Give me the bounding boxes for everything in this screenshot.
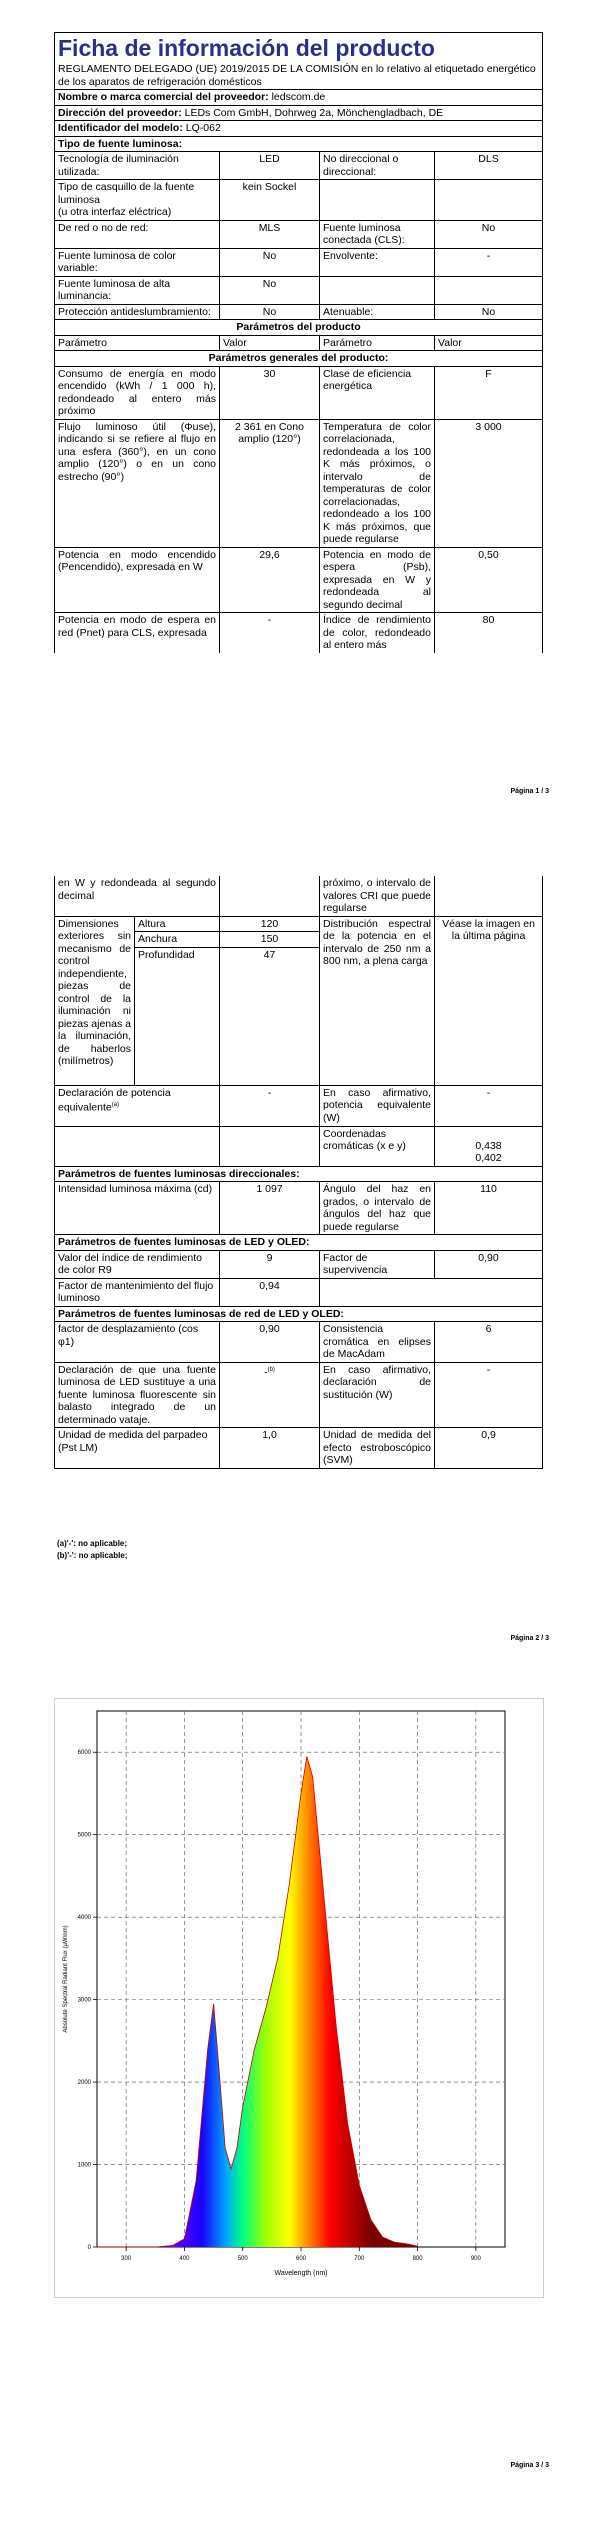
r9-value: 9: [220, 1250, 320, 1278]
empty-cell: [435, 876, 543, 916]
envelope-label: Envolvente:: [320, 248, 435, 276]
height-value: 120: [220, 916, 320, 932]
footnote-b: (b)'-': no aplicable;: [57, 1551, 128, 1560]
depth-label: Profundidad: [135, 947, 220, 1085]
survival-value: 0,90: [435, 1250, 543, 1278]
peak-intensity-value: 1 097: [220, 1182, 320, 1235]
energy-consumption-value: 30: [220, 366, 320, 419]
efficiency-class-value: F: [435, 366, 543, 419]
cri-value: 80: [435, 613, 543, 653]
depth-value: 47: [220, 947, 320, 1085]
x-tick-label: 500: [237, 2256, 248, 2262]
source-type-heading: Tipo de fuente luminosa:: [55, 136, 543, 152]
empty-cell: [220, 876, 320, 916]
model-row: [55, 121, 543, 137]
width-value: 150: [220, 932, 320, 948]
y-tick-label: 3000: [77, 1997, 91, 2004]
survival-label: Factor de supervivencia: [320, 1250, 435, 1278]
directional-heading: Parámetros de fuentes luminosas direccionales:: [55, 1166, 543, 1182]
height-label: Altura: [135, 916, 220, 932]
standby-power-value: 0,50: [435, 547, 543, 613]
spectrum-chart-frame: [54, 1698, 544, 2298]
directional-label: No direccional o direccional:: [320, 152, 435, 180]
equiv-power-w-label: En caso afirmativo, potencia equivalente (W): [320, 1085, 435, 1126]
cap-type-value: kein Sockel: [220, 180, 320, 221]
empty-cell: [55, 1126, 220, 1166]
model-label: Identificador del modelo:: [58, 122, 183, 134]
net-standby-label: Potencia en modo de espera en red (Pnet) para CLS, expresada: [55, 613, 220, 653]
stroboscopic-value: 0,9: [435, 1428, 543, 1469]
page-1: [0, 0, 595, 840]
cap-type-label: Tipo de casquillo de la fuente luminosa (u otra interfaz eléctrica): [55, 180, 220, 221]
model-value: LQ-062: [185, 122, 221, 134]
x-tick-label: 700: [354, 2256, 365, 2262]
empty-cell: [320, 1278, 435, 1306]
cct-label: Temperatura de color correlacionada, redondeada a los 100 K más próximos, o intervalo de temperaturas de color correlacionadas, redondeado a los 100 K más próximos, que puede regularse: [320, 419, 435, 547]
cri-label-cont: próximo, o intervalo de valores CRI que puede regularse: [320, 876, 435, 916]
on-mode-power-label: Potencia en modo encendido (Pencendido), expresada en W: [55, 547, 220, 613]
equiv-power-label: Declaración de potencia equivalente: [58, 1086, 171, 1114]
x-tick-label: 900: [470, 2256, 481, 2262]
supplier-name-label: Nombre o marca comercial del proveedor:: [58, 91, 269, 103]
width-label: Anchura: [135, 932, 220, 948]
anti-glare-label: Protección antideslumbramiento:: [55, 304, 220, 320]
envelope-value: -: [435, 248, 543, 276]
energy-consumption-label: Consumo de energía en modo encendido (kWh / 1 000 h), redondeado al entero más próximo: [55, 366, 220, 419]
empty-cell: [435, 276, 543, 304]
fluorescent-label: Declaración de que una fuente luminosa de LED sustituye a una fuente luminosa fluorescente sin balasto integrado de un determinado vataje.: [55, 1362, 220, 1428]
chromaticity-label: Coordenadas cromáticas (x e y): [320, 1126, 435, 1166]
footnotes: [57, 1538, 127, 1562]
page-2: [0, 870, 595, 1690]
dimensions-label: Dimensiones exteriores sin mecanismo de control independiente, piezas de control de la iluminación ni piezas ajenas a la iluminación, de haberlos (milímetros): [55, 916, 135, 1085]
mains-value: MLS: [220, 220, 320, 248]
luminous-flux-value: 2 361 en Cono amplio (120°): [220, 419, 320, 547]
mains-label: De red o no de red:: [55, 220, 220, 248]
fiche-table-page2: [54, 876, 543, 1469]
led-heading: Parámetros de fuentes luminosas de LED y OLED:: [55, 1235, 543, 1251]
y-axis-label: Absolute Spectral Radiant Flux (µW/nm): [63, 1925, 69, 2033]
fluorescent-value-cell: [220, 1362, 320, 1428]
anti-glare-value: No: [220, 304, 320, 320]
cls-label: Fuente luminosa conectada (CLS):: [320, 220, 435, 248]
page-number: Página 3 / 3: [510, 2462, 549, 2469]
general-params-heading: Parámetros generales del producto:: [55, 351, 543, 367]
cct-value: 3 000: [435, 419, 543, 547]
empty-cell: [320, 180, 435, 221]
y-tick-label: 5000: [77, 1832, 91, 1839]
col-header-param: Parámetro: [320, 335, 435, 351]
chromaticity-x: 0,438: [475, 1139, 502, 1152]
stroboscopic-label: Unidad de medida del efecto estroboscópico (SVM): [320, 1428, 435, 1469]
fiche-table-page1: [54, 32, 543, 653]
macadam-label: Consistencia cromática en elipses de MacAdam: [320, 1322, 435, 1363]
y-tick-label: 6000: [77, 1750, 91, 1757]
y-tick-label: 2000: [77, 2080, 91, 2087]
peak-intensity-label: Intensidad luminosa máxima (cd): [55, 1182, 220, 1235]
colour-tunable-label: Fuente luminosa de color variable:: [55, 248, 220, 276]
efficiency-class-label: Clase de eficiencia energética: [320, 366, 435, 419]
col-header-param: Parámetro: [55, 335, 220, 351]
empty-cell: [435, 180, 543, 221]
col-header-value: Valor: [220, 335, 320, 351]
beam-angle-value: 110: [435, 1182, 543, 1235]
footnote-a: (a)'-': no aplicable;: [57, 1539, 128, 1548]
mains-led-heading: Parámetros de fuentes luminosas de red de LED y OLED:: [55, 1306, 543, 1322]
r9-label: Valor del índice de rendimiento de color R9: [55, 1250, 220, 1278]
luminous-flux-label: Flujo luminoso útil (Φuse), indicando si se refiere al flujo en una esfera (360°), en un cono amplio (120°) o en un cono estrecho (90°): [55, 419, 220, 547]
page-number: Página 1 / 3: [510, 788, 549, 795]
equiv-power-w-value: -: [435, 1085, 543, 1126]
dimmable-value: No: [435, 304, 543, 320]
maintenance-label: Factor de mantenimiento del flujo luminoso: [55, 1278, 220, 1306]
y-tick-label: 4000: [77, 1915, 91, 1922]
col-header-value: Valor: [435, 335, 543, 351]
header-cell: [55, 33, 543, 90]
equiv-power-value: -: [220, 1085, 320, 1126]
flicker-label: Unidad de medida del parpadeo (Pst LM): [55, 1428, 220, 1469]
macadam-value: 6: [435, 1322, 543, 1363]
product-params-heading: Parámetros del producto: [55, 320, 543, 336]
y-tick-label: 0: [87, 2245, 91, 2251]
empty-cell: [320, 276, 435, 304]
on-mode-power-value: 29,6: [220, 547, 320, 613]
note-ref-b: (b): [267, 1366, 275, 1373]
cls-value: No: [435, 220, 543, 248]
directional-value: DLS: [435, 152, 543, 180]
chromaticity-values: [435, 1126, 543, 1166]
page-title: Ficha de información del producto: [58, 35, 435, 61]
note-ref-a: (a): [111, 1102, 120, 1108]
supplier-address-value: LEDs Com GmbH, Dohrweg 2a, Mönchengladbach, DE: [184, 106, 444, 119]
beam-angle-label: Ángulo del haz en grados, o intervalo de ángulos del haz que puede regularse: [320, 1182, 435, 1235]
replacement-label: En caso afirmativo, declaración de sustitución (W): [320, 1362, 435, 1428]
supplier-name-row: [55, 90, 543, 106]
x-tick-label: 600: [295, 2256, 307, 2262]
supplier-address-row: [55, 105, 543, 121]
technology-value: LED: [220, 152, 320, 180]
fluorescent-value: -: [264, 1366, 268, 1378]
flicker-value: 1,0: [220, 1428, 320, 1469]
supplier-address-label: Dirección del proveedor:: [58, 106, 182, 119]
spd-label: Distribución espectral de la potencia en el intervalo de 250 nm a 800 nm, a plena carga: [320, 916, 435, 1085]
x-axis-label: Wavelength (nm): [274, 2270, 328, 2277]
equiv-power-label-cell: [55, 1085, 220, 1126]
maintenance-value: 0,94: [220, 1278, 320, 1306]
regulation-text: REGLAMENTO DELEGADO (UE) 2019/2015 DE LA COMISIÓN en lo relativo al etiquetado energético de los aparatos de refrigeración domésticos: [58, 63, 536, 88]
x-tick-label: 400: [179, 2256, 190, 2262]
empty-cell: [435, 1278, 543, 1306]
net-standby-value: -: [220, 613, 320, 653]
high-luminance-value: No: [220, 276, 320, 304]
page-number: Página 2 / 3: [510, 1635, 549, 1642]
y-tick-label: 1000: [77, 2162, 91, 2169]
net-standby-label-cont: en W y redondeada al segundo decimal: [55, 876, 220, 916]
x-tick-label: 300: [121, 2256, 132, 2262]
cri-label: Índice de rendimiento de color, redondeado al entero más: [320, 613, 435, 653]
supplier-name-value: ledscom.de: [271, 91, 326, 103]
spectral-distribution-chart: [55, 1699, 543, 2297]
cosphi-value: 0,90: [220, 1322, 320, 1363]
technology-label: Tecnología de iluminación utilizada:: [55, 152, 220, 180]
high-luminance-label: Fuente luminosa de alta luminancia:: [55, 276, 220, 304]
replacement-value: -: [435, 1362, 543, 1428]
empty-cell: [220, 1126, 320, 1166]
cosphi-label: factor de desplazamiento (cos φ1): [55, 1322, 220, 1363]
spd-value: Véase la imagen en la última página: [435, 916, 543, 1085]
dimmable-label: Atenuable:: [320, 304, 435, 320]
colour-tunable-value: No: [220, 248, 320, 276]
chromaticity-y: 0,402: [475, 1152, 502, 1164]
x-tick-label: 800: [412, 2256, 423, 2262]
standby-power-label: Potencia en modo de espera (Psb), expresada en W y redondeada al segundo decimal: [320, 547, 435, 613]
